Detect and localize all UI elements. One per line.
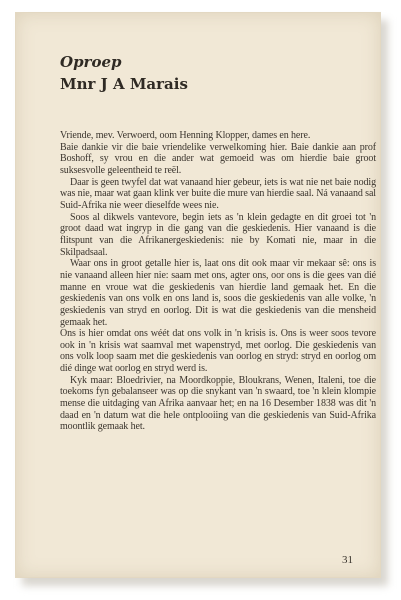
paragraph-thanks: Baie dankie vir die baie vriendelike verwelkoming hier. Baie dankie aan prof Boshoff, sy vrou en die ander wat gemoeid was om hierdie baie groot suksesvolle geleentheid te reël. xyxy=(60,141,376,176)
book-page xyxy=(15,12,381,578)
paragraph-no-doubt: Daar is geen twyfel dat wat vanaand hier gebeur, iets is wat nie net baie nodig was nie, maar wat gaan klink ver buite die mure van hierdie saal. Ná vanaand sal Suid-Afrika nie weer dieselfde wees nie. xyxy=(60,176,376,211)
body-text xyxy=(60,130,376,433)
page-title: Oproep xyxy=(60,53,122,71)
author-name: Mnr J A Marais xyxy=(60,75,188,93)
paragraph-greeting: Vriende, mev. Verwoerd, oom Henning Klopper, dames en here. xyxy=(60,130,311,141)
paragraph-small-thought: Soos al dikwels vantevore, begin iets as 'n klein gedagte en dit groei tot 'n groot daad wat ingryp in die gang van die geskiedenis. Hier vanaand is die flitspunt van die Afrikanergeskiedenis: nie by Komati nie, maar in die Skilpadsaal. xyxy=(60,211,376,258)
page-number: 31 xyxy=(342,554,353,566)
paragraph-crisis: Ons is hier omdat ons wéét dat ons volk in 'n krisis is. Ons is weer soos tevore ook in 'n krisis wat saamval met wapenstryd, met oorlog. Die geskiedenis van ons volk loop saam met die geskiedenis van oorlog en stryd: stryd en oorlog om dié dinge wat oorlog en stryd werd is. xyxy=(60,328,376,375)
paragraph-large-numbers: Waar ons in groot getalle hier is, laat ons dit ook maar vir mekaar sê: ons is nie vanaand alleen hier nie: saam met ons, agter ons, oor ons is die gees van dié manne en vroue wat die geskiedenis van hierdie land gemaak het. En die geskiedenis van ons volk en ons land is, soos die geskiedenis van alle volke, 'n geskiedenis van stryd en oorlog. Dit is wat die geskiedenis van die mensheid gemaak het. xyxy=(60,258,376,328)
paragraph-blood-river: Kyk maar: Bloedrivier, na Moordkoppie, Bloukrans, Wenen, Italeni, toe die toekoms fyn gebalanseer was op die snykant van 'n swaard, toe 'n klein klompie mense die uitdaging van Afrika aanvaar het; en na 16 Desember 1838 was dit 'n daad en 'n datum wat die hele ontplooiing van die geskiedenis van Suid-Afrika moontlik gemaak het. xyxy=(60,374,376,433)
